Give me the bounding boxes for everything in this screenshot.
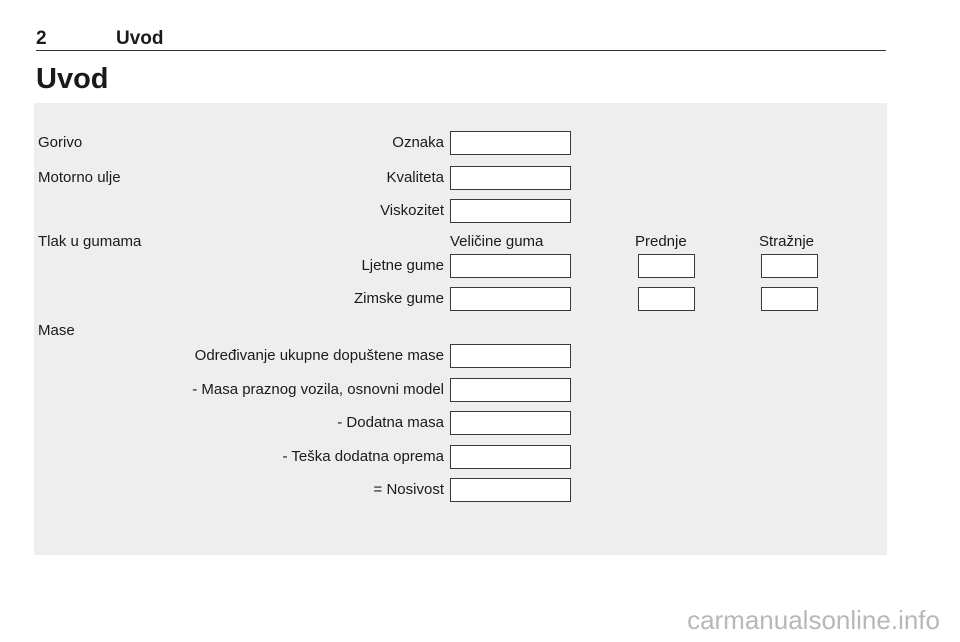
kerb-mass-label: - Masa praznog vozila, osnovni model <box>192 381 444 398</box>
page-header <box>36 28 886 51</box>
tyre-pressure-category-label: Tlak u gumama <box>38 233 142 250</box>
summer-tyres-label: Ljetne gume <box>361 257 444 274</box>
page-number: 2 <box>36 28 47 49</box>
additional-mass-label: - Dodatna masa <box>337 414 444 431</box>
fuel-grade-label: Oznaka <box>392 134 444 151</box>
oil-quality-field[interactable] <box>450 166 571 190</box>
page-title: Uvod <box>36 63 109 95</box>
front-column-header: Prednje <box>635 233 687 250</box>
summer-rear-pressure-field[interactable] <box>761 254 818 278</box>
gross-mass-label: Određivanje ukupne dopuštene mase <box>194 347 444 364</box>
oil-category-label: Motorno ulje <box>38 169 121 186</box>
winter-front-pressure-field[interactable] <box>638 287 695 311</box>
oil-viscosity-field[interactable] <box>450 199 571 223</box>
winter-tyre-size-field[interactable] <box>450 287 571 311</box>
summer-front-pressure-field[interactable] <box>638 254 695 278</box>
oil-quality-label: Kvaliteta <box>386 169 444 186</box>
heavy-equipment-field[interactable] <box>450 445 571 469</box>
payload-field[interactable] <box>450 478 571 502</box>
summer-tyre-size-field[interactable] <box>450 254 571 278</box>
tyre-size-column-header: Veličine guma <box>450 233 544 250</box>
winter-tyres-label: Zimske gume <box>353 290 444 307</box>
winter-rear-pressure-field[interactable] <box>761 287 818 311</box>
heavy-equipment-label: - Teška dodatna oprema <box>282 448 444 465</box>
header-section-title: Uvod <box>116 28 164 49</box>
gross-mass-field[interactable] <box>450 344 571 368</box>
additional-mass-field[interactable] <box>450 411 571 435</box>
rear-column-header: Stražnje <box>759 233 815 250</box>
watermark: carmanualsonline.info <box>687 605 940 635</box>
kerb-mass-field[interactable] <box>450 378 571 402</box>
fuel-grade-field[interactable] <box>450 131 571 155</box>
payload-label: = Nosivost <box>373 481 444 498</box>
fuel-category-label: Gorivo <box>38 134 83 151</box>
oil-viscosity-label: Viskozitet <box>380 202 444 219</box>
vehicle-data-form <box>34 103 887 555</box>
mass-category-label: Mase <box>38 322 75 339</box>
